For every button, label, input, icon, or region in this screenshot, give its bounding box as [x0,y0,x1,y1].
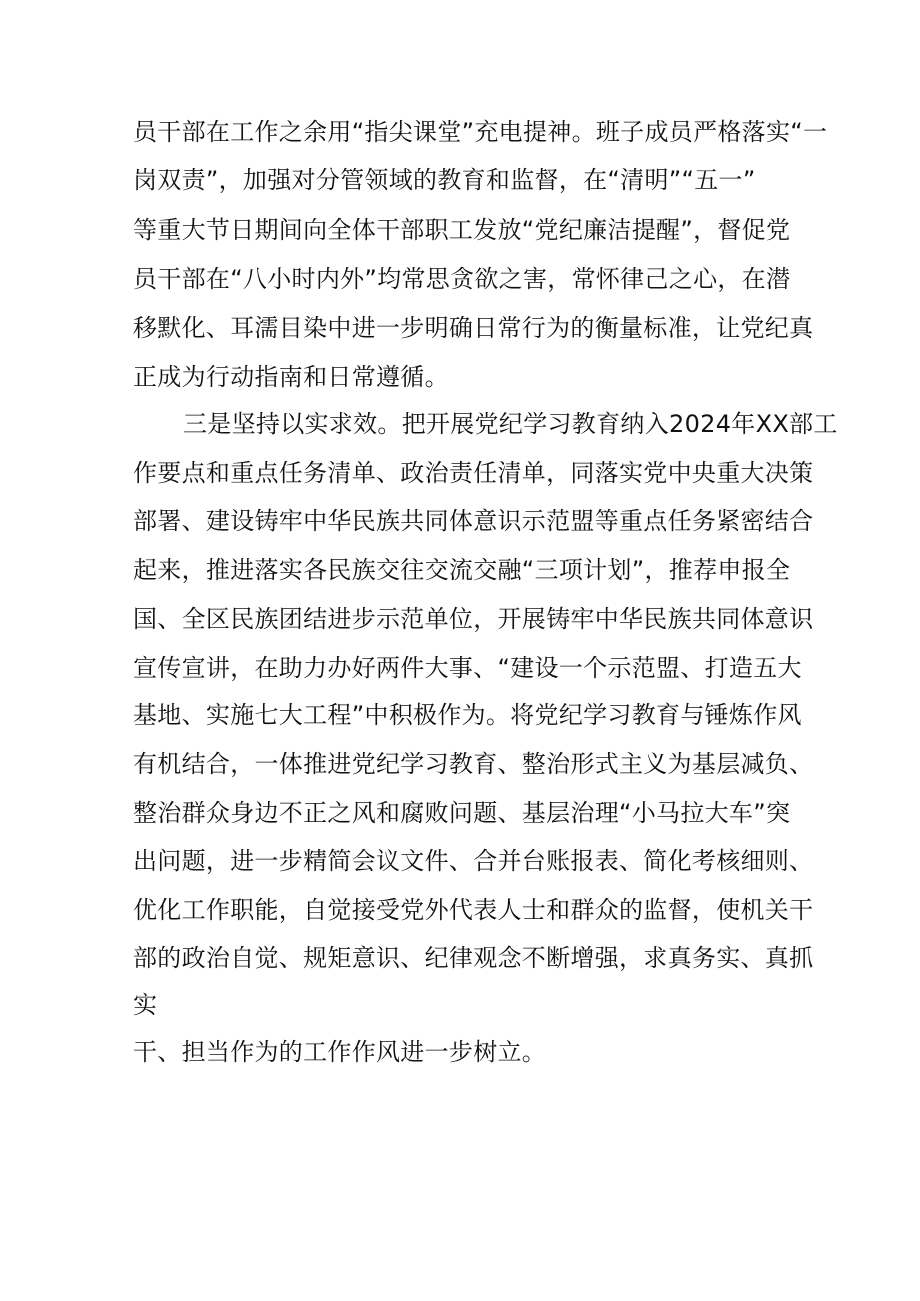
text-line: 作要点和重点任务清单、政治责任清单，同落实党中央重大决策 [133,459,814,487]
text-line: 起来，推进落实各民族交往交流交融“三项计划”，推荐申报全 [133,556,791,584]
text-line: 有机结合，一体推进党纪学习教育、整治形式主义为基层减负、 [133,750,814,778]
text-line: 国、全区民族团结进步示范单位，开展铸牢中华民族共同体意识 [133,605,814,633]
text-line: 正成为行动指南和日常遵循。 [133,363,449,391]
text-line: 出问题，进一步精简会议文件、合并台账报表、简化考核细则、 [133,847,814,875]
text-line: 部的政治自觉、规矩意识、纪律观念不断增强，求真务实、真抓 [133,944,814,972]
text-line: 等重大节日期间向全体干部职工发放“党纪廉洁提醒”，督促党 [133,216,791,244]
text-line: 岗双责”，加强对分管领域的教育和监督，在“清明”“五一” [133,166,756,194]
text-line: 员干部在“八小时内外”均常思贪欲之害，常怀律己之心，在潜 [133,265,791,293]
text-line: 移默化、耳濡目染中进一步明确日常行为的衡量标准，让党纪真 [133,314,814,342]
text-line: 实 [133,991,158,1019]
text-line: 整治群众身边不正之风和腐败问题、基层治理“小马拉大车”突 [133,799,791,827]
text-line: 宣传宣讲，在助力办好两件大事、“建设一个示范盟、打造五大 [133,654,802,682]
text-line: 员干部在工作之余用“指尖课堂”充电提神。班子成员严格落实“一 [133,118,828,146]
text-line: 部署、建设铸牢中华民族共同体意识示范盟等重点任务紧密结合 [133,507,814,535]
paragraph-start-line: 三是坚持以实求效。把开展党纪学习教育纳入2024年XX部工 [183,410,838,438]
text-line: 基地、实施七大工程”中积极作为。将党纪学习教育与锤炼作风 [133,701,802,729]
text-line: 干、担当作为的工作作风进一步树立。 [133,1038,547,1066]
text-line: 优化工作职能，自觉接受党外代表人士和群众的监督，使机关干 [133,896,814,924]
